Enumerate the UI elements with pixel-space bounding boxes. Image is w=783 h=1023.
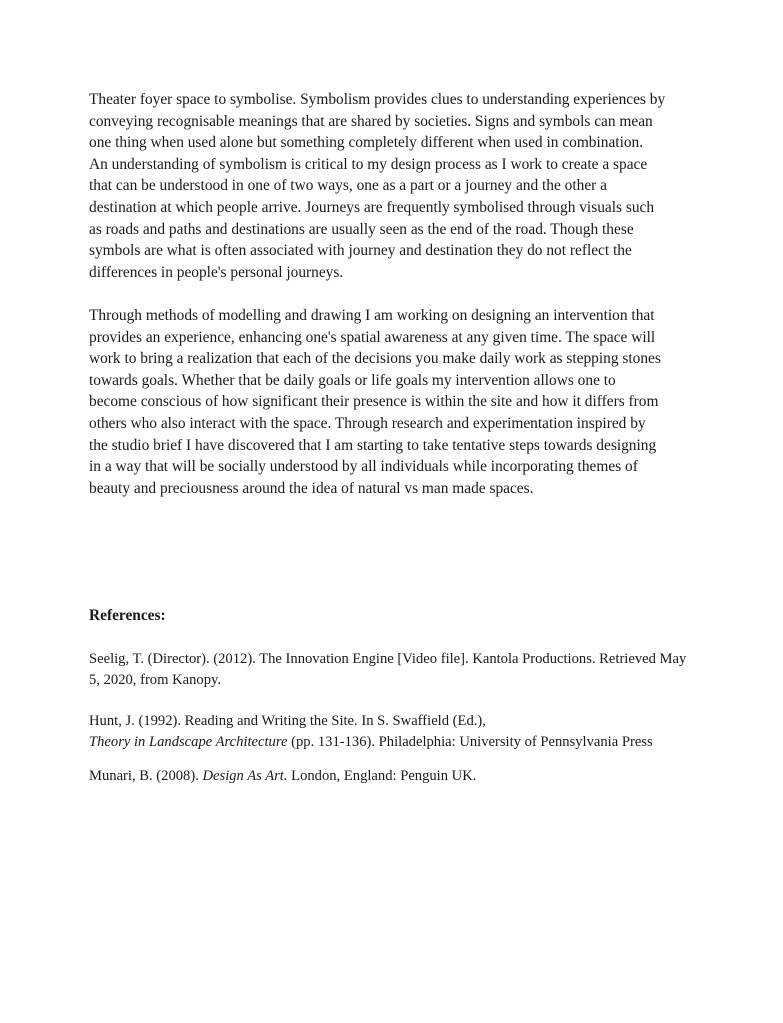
reference-line (89, 732, 653, 753)
body-paragraph-2 (89, 305, 661, 499)
reference-line (89, 766, 476, 787)
text-line: beauty and preciousness around the idea of natural vs man made spaces. (89, 479, 534, 497)
reference-publication-info: (pp. 131-136). Philadelphia: University of Pennsylvania Press (287, 733, 653, 750)
text-line: conveying recognisable meanings that are shared by societies. Signs and symbols can mean (89, 112, 653, 130)
text-line: towards goals. Whether that be daily goals or life goals my intervention allows one to (89, 371, 616, 389)
text-line: destination at which people arrive. Journeys are frequently symbolised through visuals such (89, 198, 655, 216)
reference-title: Design As Art. (202, 768, 288, 784)
text-line: one thing when used alone but something completely different when used in combination. (89, 134, 644, 152)
reference-item-hunt (89, 711, 653, 752)
text-line: others who also interact with the space. Through research and experimentation inspired by (89, 414, 646, 432)
text-line: as roads and paths and destinations are usually seen as the end of the road. Though these (89, 220, 634, 238)
text-line: in a way that will be socially understood by all individuals while incorporating themes of (89, 458, 638, 476)
references-heading: References: (89, 607, 166, 624)
reference-title: Theory in Landscape Architecture (89, 733, 288, 750)
text-line: the studio brief I have discovered that I am starting to take tentative steps towards designing (89, 436, 657, 454)
text-line: Theater foyer space to symbolise. Symbolism provides clues to understanding experiences by (89, 91, 666, 108)
reference-line: Seelig, T. (Director). (2012). The Innovation Engine [Video file]. Kantola Productions. Retrieved May (89, 651, 687, 667)
text-line: differences in people's personal journeys. (89, 263, 344, 281)
text-line: symbols are what is often associated with journey and destination they do not reflect the (89, 242, 632, 260)
reference-author-year: Munari, B. (2008). (89, 768, 203, 784)
text-line: Through methods of modelling and drawing I am working on designing an intervention that (89, 307, 655, 324)
reference-item-seelig (89, 649, 686, 690)
reference-line: 5, 2020, from Kanopy. (89, 671, 221, 688)
body-paragraph-1 (89, 89, 665, 283)
text-line: work to bring a realization that each of the decisions you make daily work as stepping stones (89, 350, 661, 368)
reference-line: Hunt, J. (1992). Reading and Writing the Site. In S. Swaffield (Ed.), (89, 713, 486, 729)
text-line: become conscious of how significant their presence is within the site and how it differs from (89, 393, 659, 411)
text-line: that can be understood in one of two ways, one as a part or a journey and the other a (89, 177, 607, 195)
text-line: provides an experience, enhancing one's spatial awareness at any given time. The space will (89, 328, 656, 346)
reference-item-munari (89, 766, 476, 787)
reference-publication-info: London, England: Penguin UK. (287, 768, 477, 784)
text-line: An understanding of symbolism is critical to my design process as I work to create a space (89, 155, 648, 173)
